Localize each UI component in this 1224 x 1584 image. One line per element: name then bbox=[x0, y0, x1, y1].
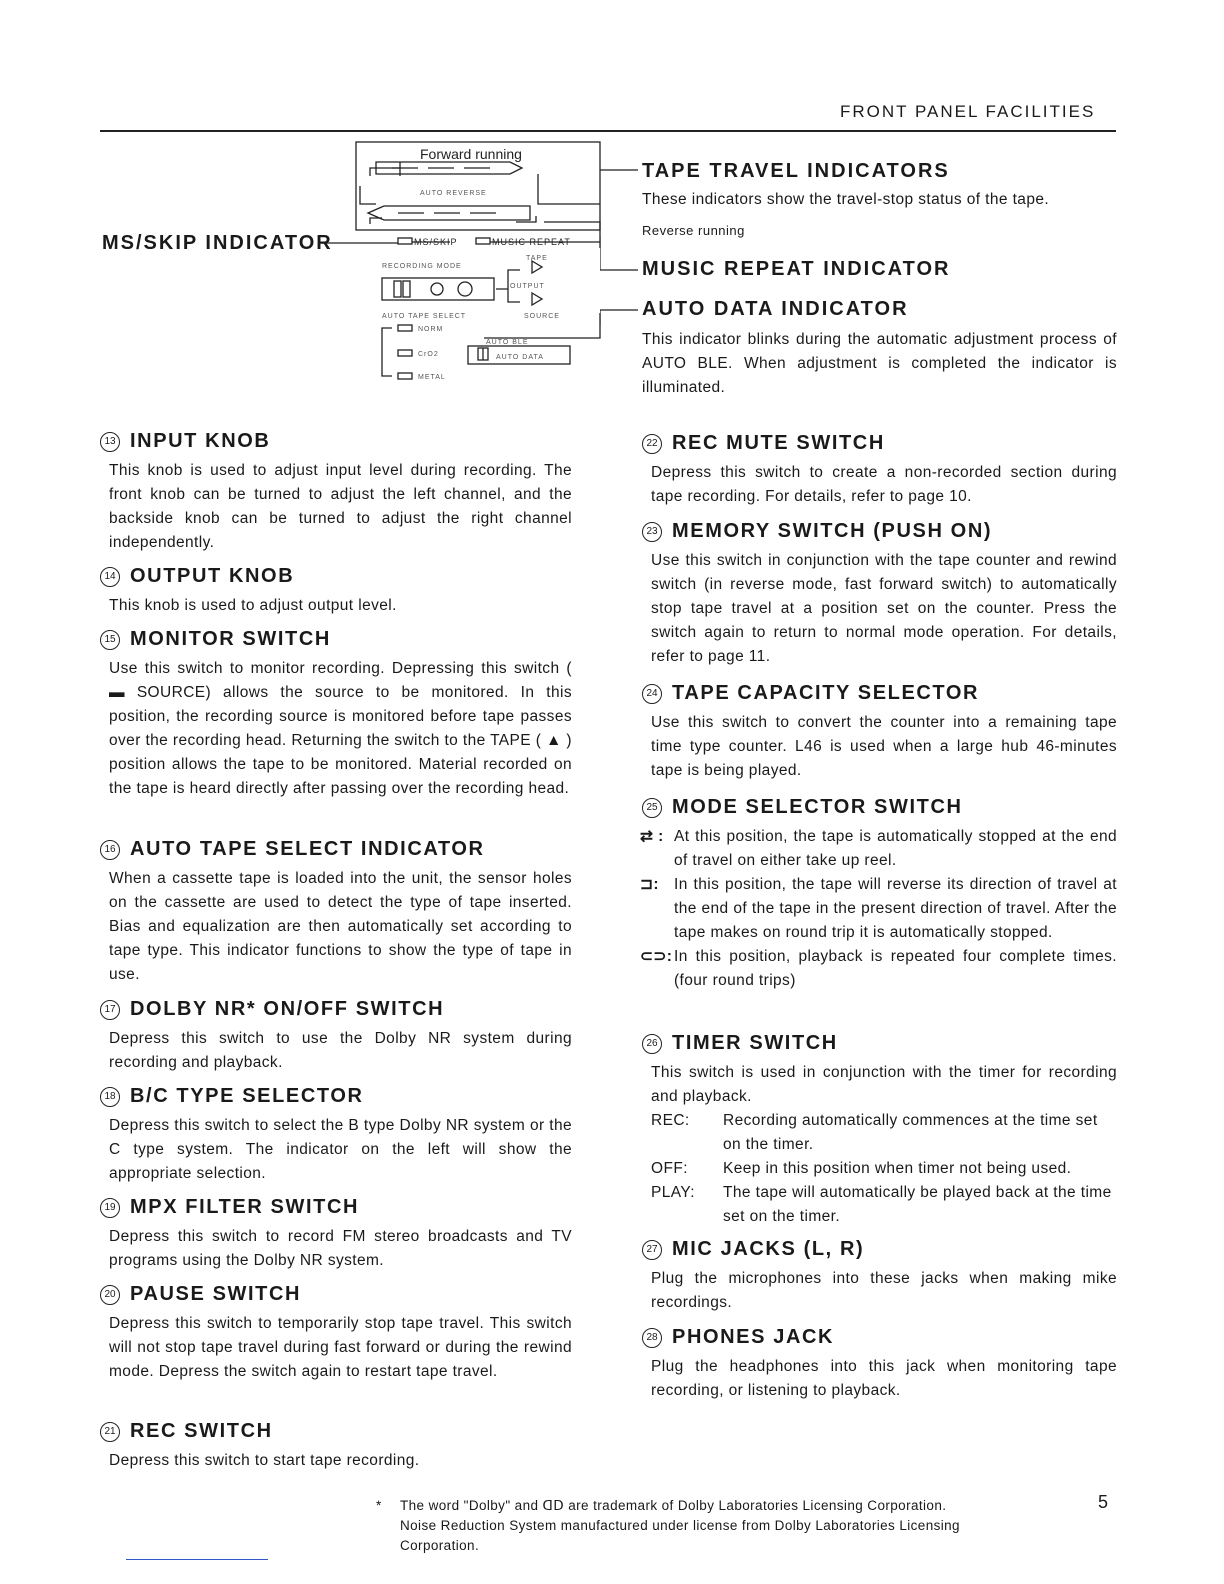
mode-row bbox=[640, 945, 1117, 993]
section-body: Plug the microphones into these jacks when making mike recordings. bbox=[651, 1270, 1117, 1311]
tape-label: TAPE bbox=[526, 255, 548, 262]
callout-leaders bbox=[600, 160, 640, 330]
output-label: OUTPUT bbox=[510, 283, 545, 290]
section-phones-jack bbox=[642, 1326, 1117, 1403]
ms-skip-indicator-label: MS/SKIP INDICATOR bbox=[102, 232, 333, 254]
section-timer-switch bbox=[642, 1032, 1117, 1229]
mode-symbol: ⊐: bbox=[640, 876, 659, 893]
timer-row bbox=[651, 1157, 1117, 1181]
item-number: 24 bbox=[642, 684, 662, 704]
page-header: FRONT PANEL FACILITIES bbox=[840, 102, 1096, 121]
music-repeat-panel-label: MUSIC REPEAT bbox=[492, 237, 571, 247]
page-number: 5 bbox=[1098, 1492, 1109, 1512]
timer-key: REC: bbox=[651, 1112, 690, 1129]
item-number: 21 bbox=[100, 1422, 120, 1442]
section-body: Depress this switch to use the Dolby NR system during recording and playback. bbox=[109, 1030, 572, 1071]
section-memory-switch bbox=[642, 520, 1117, 669]
music-repeat-title: MUSIC REPEAT INDICATOR bbox=[642, 258, 951, 280]
ms-skip-leader-line bbox=[322, 240, 398, 246]
item-number: 16 bbox=[100, 840, 120, 860]
section-title: REC SWITCH bbox=[130, 1420, 273, 1442]
ms-skip-panel-label: MS/SKIP bbox=[414, 237, 458, 247]
section-title: B/C TYPE SELECTOR bbox=[130, 1085, 364, 1107]
section-auto-tape-select bbox=[100, 838, 572, 987]
section-body: Use this switch to convert the counter into a remaining tape time type counter. L46 is used when a large hub 46-minutes tape is being played. bbox=[651, 714, 1117, 779]
cro2-label: CrO2 bbox=[418, 351, 439, 358]
mode-text: At this position, the tape is automatically stopped at the end of travel on either take up reel. bbox=[674, 828, 1117, 869]
item-number: 18 bbox=[100, 1087, 120, 1107]
forward-running-label: Forward running bbox=[420, 146, 522, 162]
item-number: 23 bbox=[642, 522, 662, 542]
item-number: 20 bbox=[100, 1285, 120, 1305]
item-number: 28 bbox=[642, 1328, 662, 1348]
section-title: INPUT KNOB bbox=[130, 430, 271, 452]
section-body: Depress this switch to temporarily stop tape travel. This switch will not stop tape travel during fast forward or during the rewind mode. Depress the switch again to restart tape travel. bbox=[109, 1315, 572, 1380]
footnote-line-2: Noise Reduction System manufactured under license from Dolby Laboratories Licensing Corporation. bbox=[400, 1518, 960, 1553]
recording-mode-label: RECORDING MODE bbox=[382, 263, 462, 270]
timer-row bbox=[651, 1181, 1117, 1229]
footnote bbox=[376, 1496, 1026, 1556]
section-title: MONITOR SWITCH bbox=[130, 628, 331, 650]
section-title: PHONES JACK bbox=[672, 1326, 835, 1348]
auto-data-panel-label: AUTO DATA bbox=[496, 354, 544, 361]
section-title: MPX FILTER SWITCH bbox=[130, 1196, 360, 1218]
item-number: 19 bbox=[100, 1198, 120, 1218]
section-title: TIMER SWITCH bbox=[672, 1032, 838, 1054]
timer-value: Keep in this position when timer not being used. bbox=[723, 1160, 1072, 1177]
section-output-knob bbox=[100, 565, 572, 618]
item-number: 26 bbox=[642, 1034, 662, 1054]
section-body: Depress this switch to record FM stereo broadcasts and TV programs using the Dolby NR system. bbox=[109, 1228, 572, 1269]
section-body: Depress this switch to select the B type Dolby NR system or the C type system. The indicator on the left will show the appropriate selection. bbox=[109, 1117, 572, 1182]
auto-data-desc: This indicator blinks during the automatic adjustment process of AUTO BLE. When adjustment is completed the indicator is illuminated. bbox=[642, 331, 1117, 396]
section-input-knob bbox=[100, 430, 572, 555]
mode-text: In this position, playback is repeated four complete times. (four round trips) bbox=[674, 948, 1117, 989]
section-rec-mute bbox=[642, 432, 1117, 509]
section-monitor-switch bbox=[100, 628, 572, 801]
section-body: When a cassette tape is loaded into the unit, the sensor holes on the cassette are used to detect the type of tape inserted. Bias and equalization are then automatically set according to tape type. This indicator functions to show the type of tape in use. bbox=[109, 870, 572, 983]
item-number: 27 bbox=[642, 1240, 662, 1260]
section-mpx-filter bbox=[100, 1196, 572, 1273]
section-mode-selector bbox=[640, 796, 1117, 993]
timer-value: Recording automatically commences at the time set on the timer. bbox=[723, 1112, 1098, 1153]
mode-row bbox=[640, 825, 1117, 873]
footnote-star: * bbox=[376, 1498, 382, 1513]
item-number: 13 bbox=[100, 432, 120, 452]
section-dolby-nr bbox=[100, 998, 572, 1075]
section-title: MIC JACKS (L, R) bbox=[672, 1238, 865, 1260]
section-title: MODE SELECTOR SWITCH bbox=[672, 796, 963, 818]
section-title: OUTPUT KNOB bbox=[130, 565, 295, 587]
timer-key: PLAY: bbox=[651, 1184, 695, 1201]
section-body: Use this switch to monitor recording. Depressing this switch ( ▬ SOURCE) allows the source to be monitored. In this position, the recording source is monitored before tape passes over the recording head. Returning the switch to the TAPE ( ▲ ) position allows the tape to be monitored. Material recorded on the tape is heard directly after passing over the recording head. bbox=[109, 660, 572, 797]
section-body: This knob is used to adjust input level during recording. The front knob can be turned to adjust the left channel, and the backside knob can be turned to adjust the right channel independently. bbox=[109, 462, 572, 551]
source-label: SOURCE bbox=[524, 313, 560, 320]
item-number: 15 bbox=[100, 630, 120, 650]
section-title: REC MUTE SWITCH bbox=[672, 432, 885, 454]
section-title: TAPE CAPACITY SELECTOR bbox=[672, 682, 980, 704]
auto-data-title: AUTO DATA INDICATOR bbox=[642, 298, 909, 320]
footnote-line-1: The word "Dolby" and ᗡᗞ are trademark of Dolby Laboratories Licensing Corporation. bbox=[400, 1498, 947, 1513]
section-body: Use this switch in conjunction with the tape counter and rewind switch (in reverse mode, fast forward switch) to automatically stop tape travel at a position set on the counter. Press the switch again to return to normal mode operation. For details, refer to page 11. bbox=[651, 552, 1117, 665]
section-mic-jacks bbox=[642, 1238, 1117, 1315]
timer-value: The tape will automatically be played back at the time set on the timer. bbox=[723, 1184, 1112, 1225]
header-rule bbox=[100, 130, 1116, 132]
timer-row bbox=[651, 1109, 1117, 1157]
section-title: AUTO TAPE SELECT INDICATOR bbox=[130, 838, 485, 860]
metal-label: METAL bbox=[418, 374, 446, 381]
section-body: Depress this switch to create a non-recorded section during tape recording. For details, refer to page 10. bbox=[651, 464, 1117, 505]
mode-symbol: ⊂⊃: bbox=[640, 948, 673, 965]
auto-ble-label: AUTO BLE bbox=[486, 339, 529, 346]
mode-text: In this position, the tape will reverse its direction of travel at the end of the tape in the present direction of travel. After the tape makes on round trip it is automatically stopped. bbox=[674, 876, 1117, 941]
item-number: 14 bbox=[100, 567, 120, 587]
section-body: Depress this switch to start tape recording. bbox=[109, 1452, 420, 1469]
timer-key: OFF: bbox=[651, 1160, 688, 1177]
item-number: 25 bbox=[642, 798, 662, 818]
tape-travel-title: TAPE TRAVEL INDICATORS bbox=[642, 160, 950, 182]
section-rec-switch bbox=[100, 1420, 572, 1473]
item-number: 22 bbox=[642, 434, 662, 454]
section-bc-type bbox=[100, 1085, 572, 1186]
section-tape-capacity bbox=[642, 682, 1117, 783]
normal-label: NORM bbox=[418, 326, 444, 333]
section-body: This knob is used to adjust output level. bbox=[109, 597, 397, 614]
auto-tape-select-label: AUTO TAPE SELECT bbox=[382, 313, 467, 320]
section-title: MEMORY SWITCH (PUSH ON) bbox=[672, 520, 993, 542]
reverse-running-label: Reverse running bbox=[642, 223, 745, 238]
bottom-underline bbox=[126, 1559, 268, 1560]
section-body: Plug the headphones into this jack when monitoring tape recording, or listening to playback. bbox=[651, 1358, 1117, 1399]
section-title: DOLBY NR* ON/OFF SWITCH bbox=[130, 998, 445, 1020]
mode-symbol: ⇄ : bbox=[640, 828, 664, 845]
section-pause-switch bbox=[100, 1283, 572, 1384]
item-number: 17 bbox=[100, 1000, 120, 1020]
section-title: PAUSE SWITCH bbox=[130, 1283, 302, 1305]
section-body: This switch is used in conjunction with the timer for recording and playback. bbox=[651, 1064, 1117, 1105]
tape-travel-desc: These indicators show the travel-stop status of the tape. bbox=[642, 191, 1050, 208]
auto-reverse-label: AUTO REVERSE bbox=[420, 190, 487, 197]
mode-row bbox=[640, 873, 1117, 945]
